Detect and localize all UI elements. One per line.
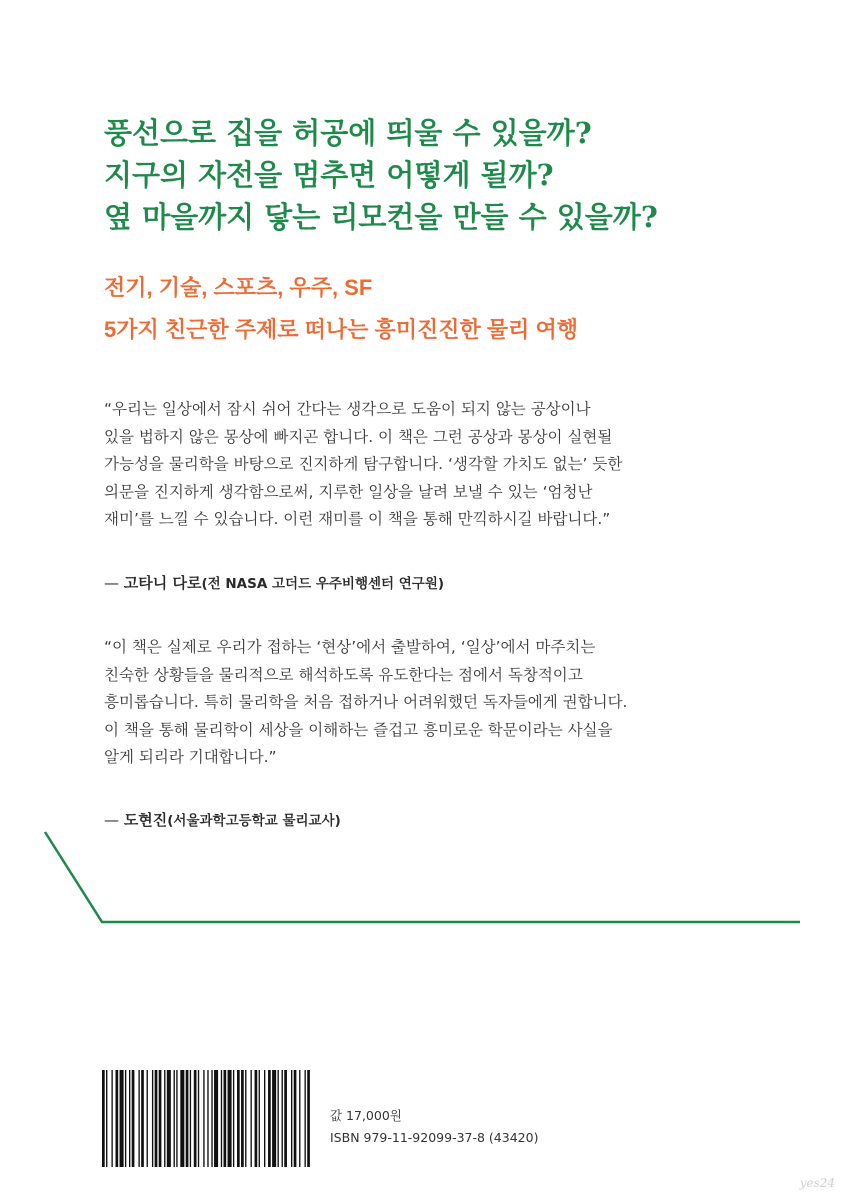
barcode-stripe [259,1070,260,1167]
barcode-stripe [180,1070,184,1167]
barcode-stripe [132,1070,135,1167]
barcode-stripe [190,1070,191,1167]
barcode-stripe [241,1070,244,1167]
quote-line: “우리는 일상에서 잠시 쉬어 간다는 생각으로 도움이 되지 않는 공상이나 [104,400,591,418]
barcode-stripe [129,1070,130,1167]
barcode-stripe [272,1070,276,1167]
headline-line-2: 지구의 자전을 멈추면 어떻게 될까? [104,158,554,192]
barcode-stripe [116,1070,119,1167]
barcode-stripe [224,1070,227,1167]
barcode-stripe [207,1070,208,1167]
subheadline-line-2: 5가지 친근한 주제로 떠나는 흥미진진한 물리 여행 [104,317,578,342]
barcode-stripe [255,1070,258,1167]
barcode-stripe [102,1070,105,1167]
barcode-stripe [307,1070,310,1167]
attribution-role: (전 NASA 고더드 우주비행센터 연구원) [201,576,445,592]
attribution-role: (서울과학고등학교 물리교사) [167,813,341,829]
barcode-stripe [251,1070,252,1167]
isbn-label: ISBN 979-11-92099-37-8 (43420) [330,1130,539,1145]
barcode-stripe [167,1070,171,1167]
quote-line: 가능성을 물리학을 바탕으로 진지하게 탐구합니다. ‘생각할 가치도 없는’ 듯한 [104,455,623,474]
price-label: 값 17,000원 [330,1108,402,1123]
barcode-stripe [141,1070,144,1167]
barcode-stripe [237,1070,240,1167]
barcode-stripe [106,1070,107,1167]
barcode-stripe [278,1070,279,1167]
quote-line: 의문을 진지하게 생각함으로써, 지루한 일상을 날려 보낼 수 있는 ‘엄청난 [104,482,593,501]
barcode-stripe [264,1070,265,1167]
barcode-stripe [299,1070,300,1167]
barcode-stripe [211,1070,212,1167]
attribution-name: 고타니 다로 [123,574,202,592]
barcode-stripe [152,1070,153,1167]
barcode-stripe [111,1070,112,1167]
barcode-stripe [176,1070,177,1167]
quote-line: 이 책을 통해 물리학이 세상을 이해하는 즐겁고 흥미로운 학문이라는 사실을 [104,720,613,739]
barcode-stripe [268,1070,271,1167]
barcode-stripe [198,1070,199,1167]
quote-line: 친숙한 상황들을 물리적으로 해석하도록 유도한다는 점에서 독창적이고 [104,665,583,684]
attribution-name: 도현진 [123,811,168,829]
barcode-stripe [125,1070,126,1167]
subheadline-line-1: 전기, 기술, 스포츠, 우주, SF [104,275,373,300]
barcode-stripe [155,1070,158,1167]
barcode-stripe [138,1070,139,1167]
barcode-stripe [147,1070,148,1167]
barcode-stripe [214,1070,218,1167]
quote-line: 흥미롭습니다. 특히 물리학을 처음 접하거나 어려워했던 독자들에게 권합니다. [104,693,628,712]
barcode-stripe [282,1070,283,1167]
barcode-stripe [159,1070,162,1167]
quote-line: 재미’를 느낄 수 있습니다. 이런 재미를 이 책을 통해 만끽하시길 바랍니다.” [104,510,611,529]
watermark-logo: yes24 [799,1176,835,1190]
barcode-stripe [164,1070,165,1167]
headline-line-1: 풍선으로 집을 허공에 띄울 수 있을까? [104,116,592,150]
barcode [100,1070,313,1167]
attribution-dash: — [104,574,119,592]
headline-line-3: 옆 마을까지 닿는 리모컨을 만들 수 있을까? [104,200,658,234]
barcode-stripe [228,1070,232,1167]
quote-line: 있을 법하지 않은 몽상에 빠지곤 합니다. 이 책은 그런 공상과 몽상이 실현될 [104,427,613,446]
barcode-stripe [245,1070,246,1167]
barcode-stripe [305,1070,306,1167]
barcode-stripe [221,1070,222,1167]
quote-line: 알게 되리라 기대합니다.” [104,748,277,767]
barcode-stripe [294,1070,297,1167]
attribution-dash: — [104,811,119,829]
barcode-stripe [284,1070,287,1167]
barcode-stripe [203,1070,204,1167]
barcode-stripe [194,1070,197,1167]
barcode-stripe [291,1070,292,1167]
barcode-stripe [186,1070,189,1167]
barcode-stripe [174,1070,175,1167]
barcode-stripe [233,1070,234,1167]
barcode-stripe [120,1070,124,1167]
quote-line: “이 책은 실제로 우리가 접하는 ‘현상’에서 출발하여, ‘일상’에서 마주치는 [104,638,596,656]
